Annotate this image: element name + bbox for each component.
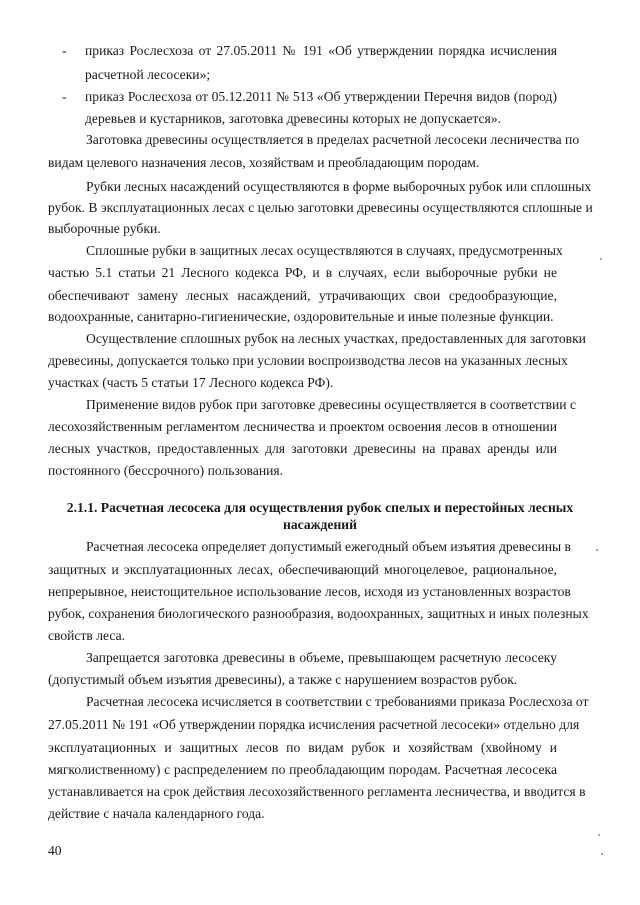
text-line: частью 5.1 статьи 21 Лесного кодекса РФ, и в случаях, если выборочные рубки не bbox=[48, 265, 557, 280]
section-heading: 2.1.1. Расчетная лесосека для осуществления рубок спелых и перестойных лесных bbox=[66, 500, 574, 515]
text-line: участках (часть 5 статьи 17 Лесного кодекса РФ). bbox=[48, 375, 334, 390]
text-line: рубок. В эксплуатационных лесах с целью заготовки древесины осуществляются сплошные и bbox=[48, 200, 593, 215]
text-line: приказ Рослесхоза от 05.12.2011 № 513 «Об утверждении Перечня видов (пород) bbox=[85, 89, 557, 104]
text-line: лесохозяйственным регламентом лесничества и проектом освоения лесов в отношении bbox=[48, 419, 557, 434]
text-line: рубок, сохранения биологического разнообразия, водоохранных, защитных и иных полезных bbox=[48, 606, 589, 621]
text-line: эксплуатационных и защитных лесов по видам рубок и хозяйствам (хвойному и bbox=[48, 740, 557, 755]
text-line: Сплошные рубки в защитных лесах осуществляются в случаях, предусмотренных bbox=[86, 243, 563, 258]
text-line: мягколиственному) с распределением по преобладающим породам. Расчетная лесосека bbox=[48, 762, 557, 777]
text-line: 27.05.2011 № 191 «Об утверждении порядка исчисления расчетной лесосеки» отдельно для bbox=[48, 717, 580, 732]
text-line: (допустимый объем изъятия древесины), а также с нарушением возрастов рубок. bbox=[48, 672, 518, 687]
text-line: Заготовка древесины осуществляется в пределах расчетной лесосеки лесничества по bbox=[86, 132, 580, 147]
text-line: обеспечивают замену лесных насаждений, утрачивающих свои средообразующие, bbox=[48, 288, 557, 303]
scan-speck bbox=[600, 258, 602, 260]
scan-speck bbox=[598, 834, 600, 836]
page-number: 40 bbox=[48, 843, 62, 858]
text-line: древесины, допускается только при условии воспроизводства лесов на указанных лесных bbox=[48, 353, 568, 368]
text-line: Рубки лесных насаждений осуществляются в форме выборочных рубок или сплошных bbox=[86, 179, 592, 194]
text-line: Запрещается заготовка древесины в объеме, превышающем расчетную лесосеку bbox=[86, 650, 557, 665]
bullet-marker: - bbox=[62, 89, 67, 104]
text-line: выборочные рубки. bbox=[48, 221, 161, 236]
bullet-marker: - bbox=[62, 43, 67, 58]
scan-speck bbox=[596, 549, 598, 551]
text-line: лесных участков, предоставленных для заготовки древесины на правах аренды или bbox=[48, 441, 557, 456]
text-line: видам целевого назначения лесов, хозяйствам и преобладающим породам. bbox=[48, 155, 480, 170]
text-line: действие с начала календарного года. bbox=[48, 806, 265, 821]
text-line: устанавливается на срок действия лесохозяйственного регламента лесничества, и вводится в bbox=[48, 784, 586, 799]
text-line: деревьев и кустарников, заготовка древесины которых не допускается». bbox=[85, 111, 502, 126]
text-line: Расчетная лесосека определяет допустимый ежегодный объем изъятия древесины в bbox=[86, 539, 571, 554]
text-line: Расчетная лесосека исчисляется в соответствии с требованиями приказа Рослесхоза от bbox=[86, 694, 589, 709]
text-line: свойств леса. bbox=[48, 628, 126, 643]
text-line: Применение видов рубок при заготовке древесины осуществляется в соответствии с bbox=[86, 397, 576, 412]
text-line: расчетной лесосеки»; bbox=[85, 67, 211, 82]
text-line: водоохранные, санитарно-гигиенические, оздоровительные и иные полезные функции. bbox=[48, 309, 554, 324]
text-line: Осуществление сплошных рубок на лесных участках, предоставленных для заготовки bbox=[86, 331, 586, 346]
text-line: защитных и эксплуатационных лесах, обеспечивающий многоцелевое, рациональное, bbox=[48, 562, 557, 577]
section-heading: насаждений bbox=[283, 517, 357, 532]
scan-speck bbox=[601, 853, 603, 855]
text-line: постоянного (бессрочного) пользования. bbox=[48, 463, 284, 478]
text-line: приказ Рослесхоза от 27.05.2011 № 191 «Об утверждении порядка исчисления bbox=[85, 43, 557, 58]
text-line: непрерывное, неистощительное использование лесов, исходя из установленных возрастов bbox=[48, 584, 571, 599]
